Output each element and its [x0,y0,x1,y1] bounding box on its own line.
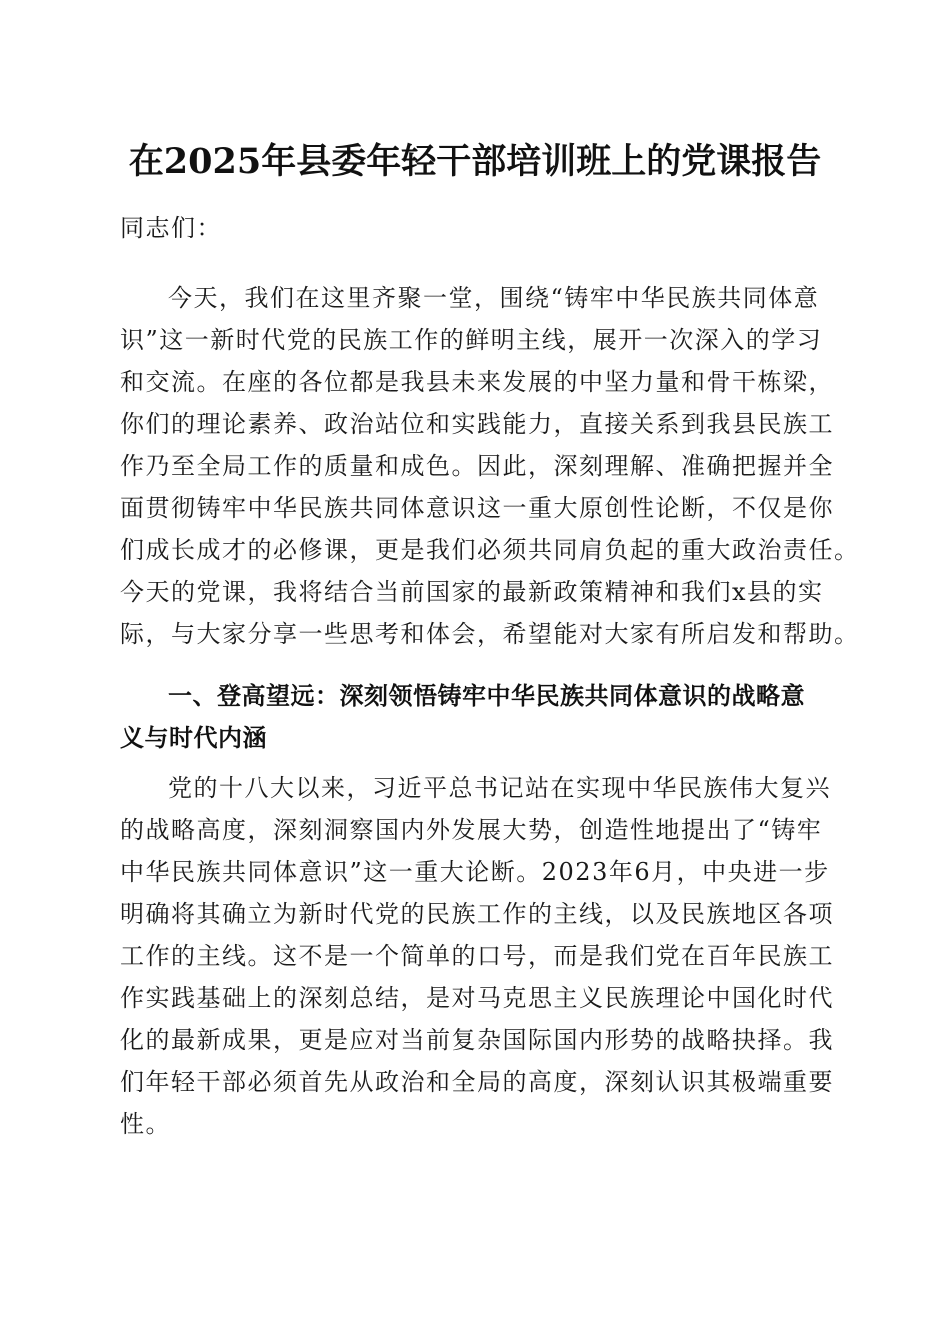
paragraph-line: 性。 [120,1110,171,1138]
paragraph-line: 和交流。在座的各位都是我县未来发展的中坚力量和骨干栋梁， [120,368,834,396]
paragraph-line: 作实践基础上的深刻总结，是对马克思主义民族理论中国化时代 [120,984,834,1012]
document-title: 在2025年县委年轻干部培训班上的党课报告 [128,141,822,182]
paragraph-line: 工作的主线。这不是一个简单的口号，而是我们党在百年民族工 [120,942,834,970]
paragraph-line: 今天，我们在这里齐聚一堂，围绕“铸牢中华民族共同体意 [168,284,820,312]
paragraph-line: 今天的党课，我将结合当前国家的最新政策精神和我们x县的实 [120,578,824,606]
heading-line: 一、登高望远：深刻领悟铸牢中华民族共同体意识的战略意 [168,682,805,710]
paragraph-line: 你们的理论素养、政治站位和实践能力，直接关系到我县民族工 [120,410,834,438]
paragraph-line: 际，与大家分享一些思考和体会，希望能对大家有所启发和帮助。 [120,620,860,648]
paragraph-line: 面贯彻铸牢中华民族共同体意识这一重大原创性论断，不仅是你 [120,494,834,522]
paragraph-line: 作乃至全局工作的质量和成色。因此，深刻理解、准确把握并全 [120,452,834,480]
paragraph-line: 中华民族共同体意识”这一重大论断。2023年6月，中央进一步 [120,858,830,886]
paragraph-line: 们年轻干部必须首先从政治和全局的高度，深刻认识其极端重要 [120,1068,834,1096]
paragraph-line: 们成长成才的必修课，更是我们必须共同肩负起的重大政治责任。 [120,536,860,564]
paragraph-line: 识”这一新时代党的民族工作的鲜明主线，展开一次深入的学习 [120,326,823,354]
heading-line: 义与时代内涵 [120,724,267,752]
paragraph-line: 化的最新成果，更是应对当前复杂国际国内形势的战略抉择。我 [120,1026,834,1054]
paragraph-line: 明确将其确立为新时代党的民族工作的主线，以及民族地区各项 [120,900,834,928]
paragraph-line: 党的十八大以来，习近平总书记站在实现中华民族伟大复兴 [168,774,831,802]
salutation: 同志们： [120,214,222,242]
paragraph-line: 的战略高度，深刻洞察国内外发展大势，创造性地提出了“铸牢 [120,816,823,844]
